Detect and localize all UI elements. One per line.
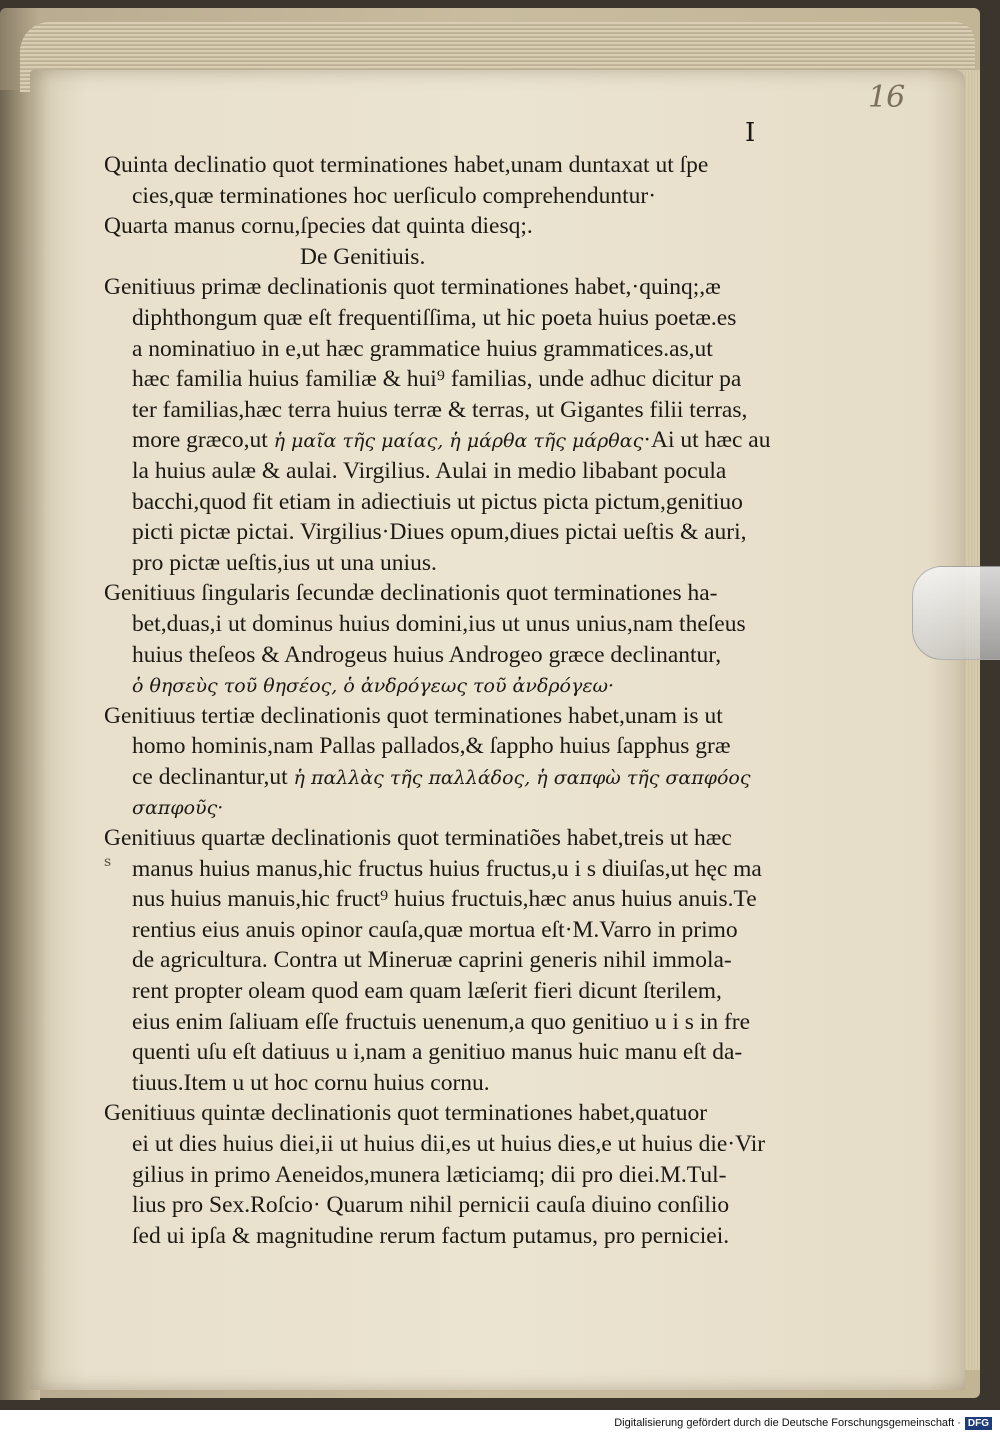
line-text: ·Ai ut hæc au <box>643 427 771 454</box>
text-line: tiuus.Item u ut hoc cornu huius cornu. <box>132 1069 490 1096</box>
line-text: uarta manus cornu,ſpecies dat quinta diesq;. <box>120 213 533 240</box>
page-clip <box>912 566 1000 660</box>
line-text: enitiuus primæ declinationis quot terminationes habet,·quinq;,æ <box>120 274 721 301</box>
text-line <box>104 272 834 303</box>
text-line: rent propter oleam quod eam quam læſerit fieri dicunt ſterilem, <box>132 978 722 1005</box>
page-text <box>104 150 834 1251</box>
text-line: lius pro Sex.Roſcio· Quarum nihil pernicii cauſa diuino conſilio <box>132 1192 730 1219</box>
line-text: more græco,ut <box>132 427 274 454</box>
text-line <box>104 425 834 456</box>
greek-text: ἡ μαῖα τῆς μαίας, ἡ μάρθα τῆς μάρθας <box>273 430 644 453</box>
text-line: nus huius manuis,hic fruct⁹ huius fructuis,hæc anus huius anuis.Te <box>132 886 757 913</box>
text-line: homo hominis,nam Pallas pallados,& ſappho huius ſapphus græ <box>132 733 731 760</box>
text-line: gilius in primo Aeneidos,munera læticiamq; dii pro diei.M.Tul- <box>132 1161 727 1188</box>
text-line <box>104 670 834 701</box>
signature-mark: I <box>745 118 756 148</box>
text-line: manus huius manus,hic fructus huius fructus,u i s diuiſas,ut hęc ma <box>132 855 762 882</box>
greek-text: σαπφοῦς· <box>132 797 224 820</box>
dfg-logo: DFG <box>965 1417 992 1430</box>
text-line: picti pictæ pictai. Virgilius·Diues opum,diues pictai ueſtis & auri, <box>132 519 747 546</box>
text-line: bet,duas,i ut dominus huius domini,ius ut unus unius,nam theſeus <box>132 610 746 637</box>
text-line: de agricultura. Contra ut Mineruæ caprini generis nihil immola- <box>132 947 732 974</box>
greek-text: ὁ θησεὺς τοῦ θησέος, ὁ ἀνδρόγεως τοῦ ἀνδρόγεω· <box>132 675 615 698</box>
initial-letter: Q <box>104 152 121 178</box>
text-line <box>104 701 834 732</box>
text-line: huius theſeos & Androgeus huius Androgeo græce declinantur, <box>132 641 722 668</box>
text-line <box>104 823 834 854</box>
text-line: a nominatiuo in e,ut hæc grammatice huius grammatices.as,ut <box>132 335 713 362</box>
initial-letter: G <box>104 580 121 607</box>
text-line: quenti uſu eſt datiuus u i,nam a genitiuo manus huic manu eſt da- <box>132 1039 743 1066</box>
text-line: bacchi,quod fit etiam in adiectiuis ut pictus picta pictum,genitiuo <box>132 488 743 515</box>
text-line: rentius eius anuis opinor cauſa,quæ mortua eſt·M.Varro in primo <box>132 916 738 943</box>
margin-mark: s <box>104 854 112 870</box>
text-line <box>104 150 834 181</box>
text-line <box>104 578 834 609</box>
footer-bar <box>0 1410 1000 1436</box>
text-line <box>104 762 834 793</box>
text-line: pro pictæ ueſtis,ius ut una unius. <box>132 549 437 576</box>
text-line: ter familias,hæc terra huius terræ & terras, ut Gigantes filii terras, <box>132 396 748 423</box>
text-line: ſed ui ipſa & magnitudine rerum factum putamus, pro perniciei. <box>132 1222 730 1249</box>
section-heading: De Genitiuis. <box>300 243 426 270</box>
initial-letter: Q <box>104 213 121 240</box>
text-line <box>104 792 834 823</box>
text-line <box>104 1098 834 1129</box>
text-line: eius enim ſaliuam eſſe fructuis uenenum,a quo genitiuo u i s in fre <box>132 1008 751 1035</box>
initial-letter: G <box>104 702 121 729</box>
line-text: enitiuus ſingularis ſecundæ declinationis quot terminationes ha- <box>120 580 718 607</box>
line-text: enitiuus tertiæ declinationis quot terminationes habet,unam is ut <box>120 702 723 729</box>
line-text: uinta declinatio quot terminationes habet,unam duntaxat ut ſpe <box>120 152 709 178</box>
folio-number: 16 <box>868 80 905 115</box>
text-line: diphthongum quæ eſt frequentiſſima, ut hic poeta huius poetæ.es <box>132 304 737 331</box>
initial-letter: G <box>104 1100 121 1127</box>
footer-credit: Digitalisierung gefördert durch die Deutsche Forschungsgemeinschaft · <box>614 1417 961 1429</box>
line-text: enitiuus quintæ declinationis quot terminationes habet,quatuor <box>120 1100 708 1127</box>
text-line <box>104 211 834 242</box>
text-line: la huius aulæ & aulai. Virgilius. Aulai in medio libabant pocula <box>132 457 727 484</box>
line-text: enitiuus quartæ declinationis quot terminatiões habet,treis ut hæc <box>120 825 732 852</box>
initial-letter: G <box>104 274 121 301</box>
text-line: hæc familia huius familiæ & hui⁹ familias, unde adhuc dicitur pa <box>132 366 742 393</box>
greek-text: ἡ παλλὰς τῆς παλλάδος, ἡ σαπφὼ τῆς σαπφόος <box>293 766 751 789</box>
text-line: cies,quæ terminationes hoc uerſiculo comprehenduntur· <box>132 182 657 209</box>
initial-letter: G <box>104 825 121 852</box>
text-line: ei ut dies huius diei,ii ut huius dii,es ut huius dies,e ut huius die·Vir <box>132 1131 766 1157</box>
line-text: ce declinantur,ut <box>132 763 294 790</box>
